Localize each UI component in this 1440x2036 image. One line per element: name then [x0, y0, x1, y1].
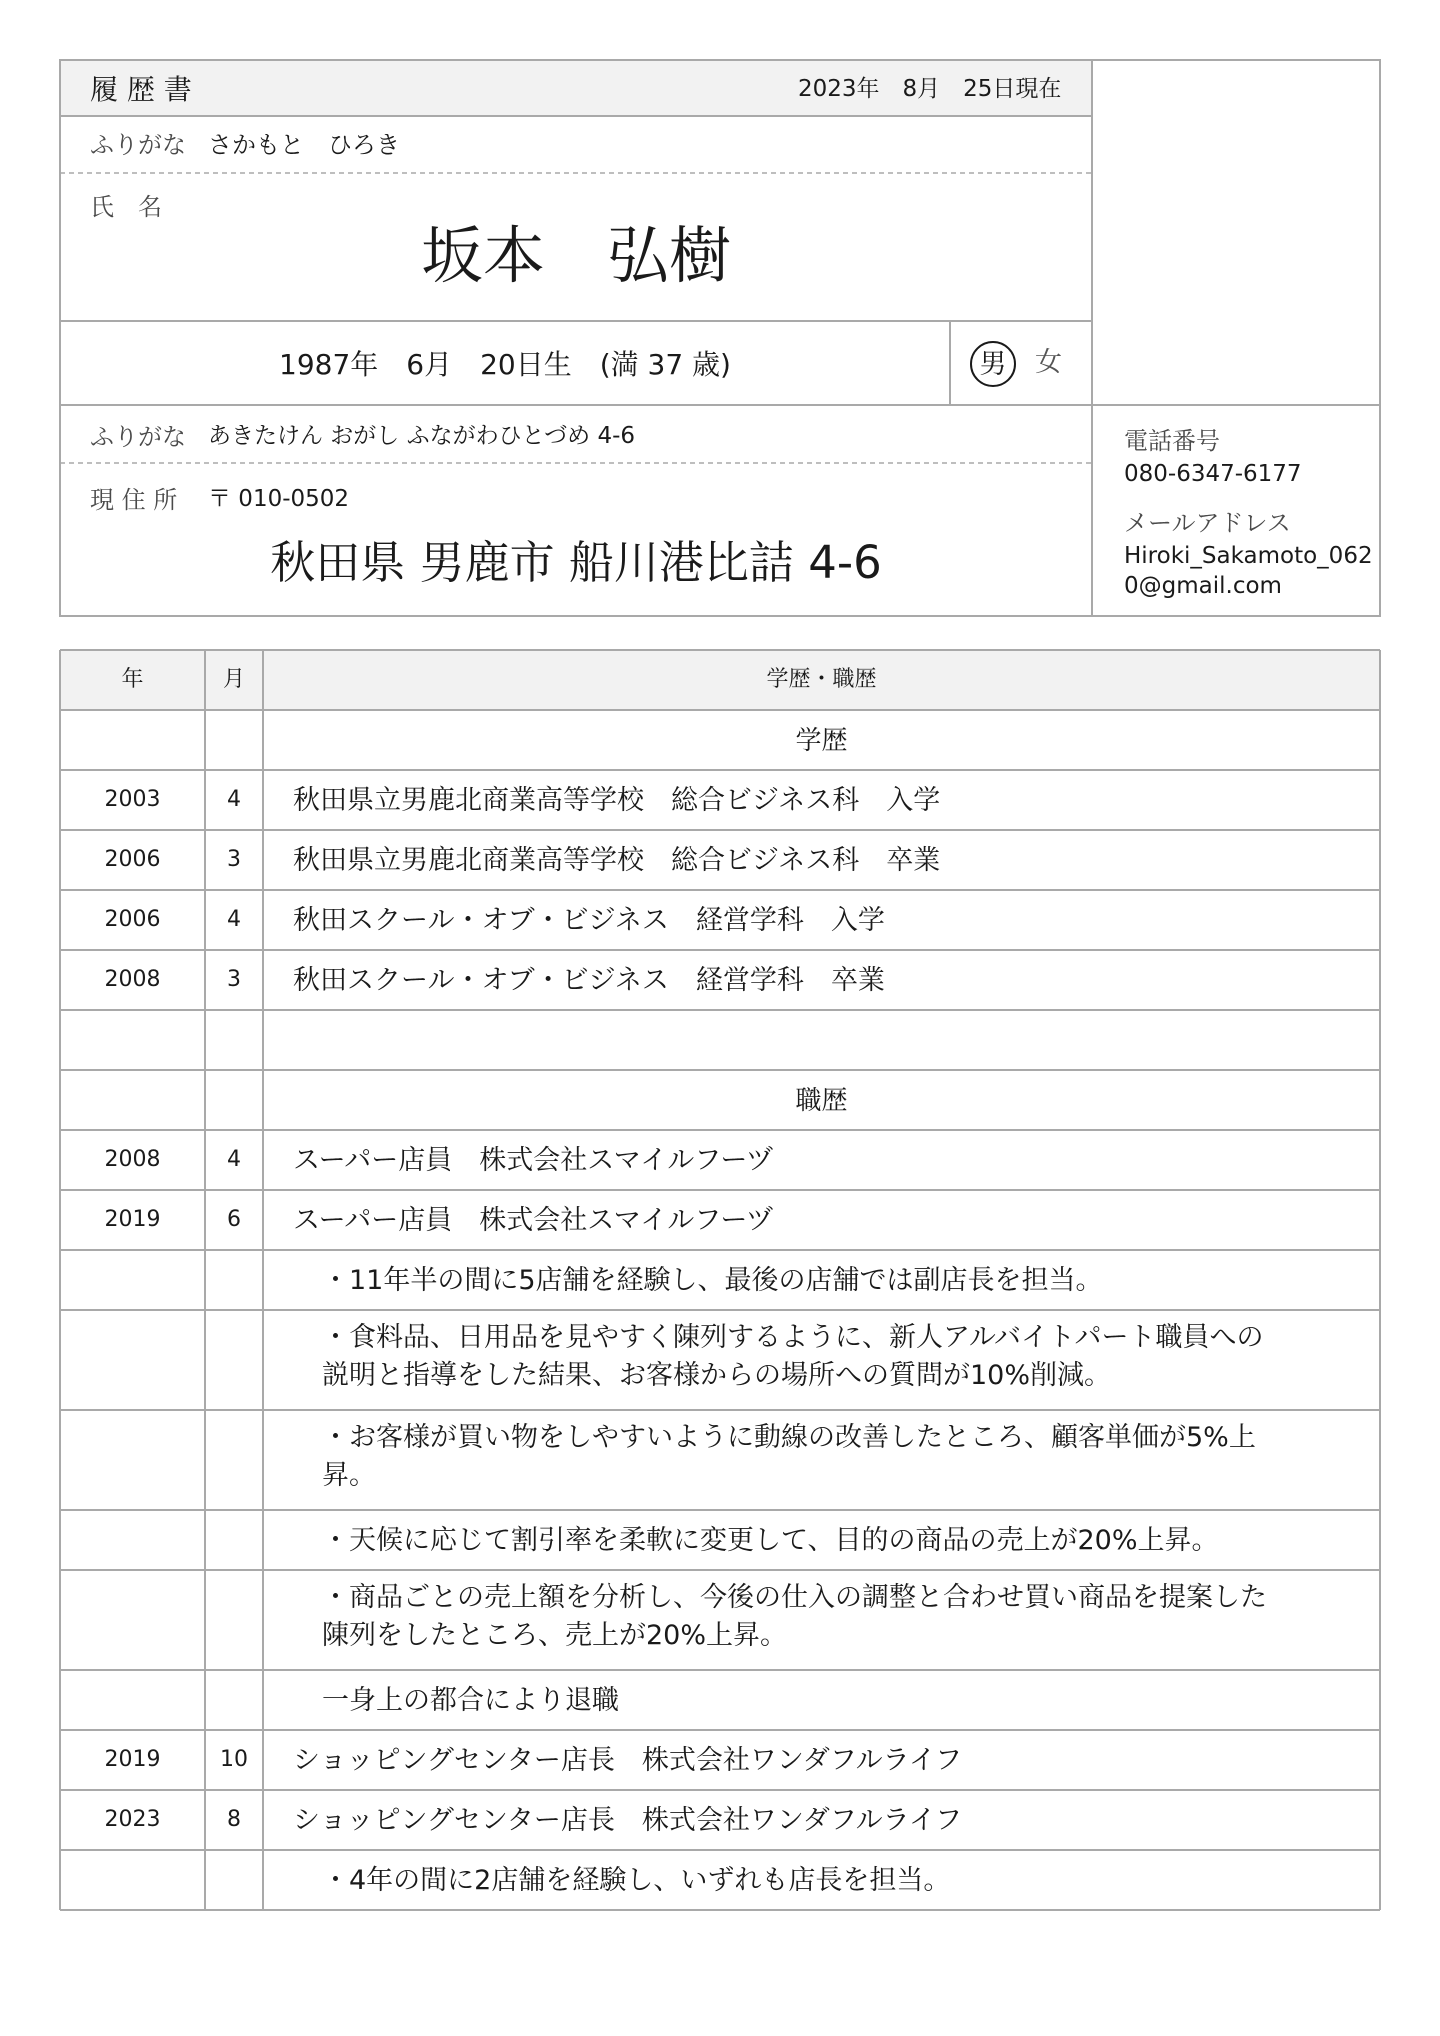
- history-header-month: 月: [222, 667, 245, 692]
- history-text: ・4年の間に2店舗を経験し、いずれも店長を担当。: [322, 1865, 951, 1896]
- history-text: 昇。: [322, 1460, 376, 1491]
- history-section-title: 学歴: [795, 726, 848, 756]
- postal-code: 〒 010-0502: [208, 486, 350, 512]
- history-year: 2008: [104, 967, 161, 992]
- history-year: 2023: [104, 1807, 161, 1832]
- gender-male: 男: [979, 349, 1007, 380]
- address-label: 現 住 所: [90, 486, 178, 514]
- history-year: 2019: [104, 1747, 161, 1772]
- email-line-2: 0@gmail.com: [1124, 573, 1282, 599]
- history-text: スーパー店員 株式会社スマイルフーヅ: [293, 1205, 774, 1236]
- history-year: 2006: [104, 907, 161, 932]
- history-year: 2006: [104, 847, 161, 872]
- history-month: 10: [220, 1747, 248, 1772]
- history-text: スーパー店員 株式会社スマイルフーヅ: [293, 1145, 774, 1176]
- full-name: 坂本 弘樹: [420, 219, 731, 292]
- history-text: 秋田スクール・オブ・ビジネス 経営学科 入学: [293, 905, 885, 936]
- history-month: 6: [227, 1207, 241, 1232]
- history-text: 秋田県立男鹿北商業高等学校 総合ビジネス科 入学: [293, 785, 941, 816]
- history-month: 4: [227, 907, 241, 932]
- history-month: 3: [227, 967, 241, 992]
- name-furigana: さかもと ひろき: [208, 131, 400, 159]
- name-furigana-label: ふりがな: [90, 131, 186, 159]
- document-title: 履 歴 書: [90, 73, 192, 106]
- address: 秋田県 男鹿市 船川港比詰 4-6: [270, 536, 882, 589]
- history-text: ショッピングセンター店長 株式会社ワンダフルライフ: [293, 1745, 963, 1776]
- history-month: 4: [227, 787, 241, 812]
- history-text: ・天候に応じて割引率を柔軟に変更して、目的の商品の売上が20%上昇。: [322, 1525, 1219, 1556]
- history-text: 秋田スクール・オブ・ビジネス 経営学科 卒業: [293, 965, 885, 996]
- history-text: ・食料品、日用品を見やすく陳列するように、新人アルバイトパート職員への: [322, 1322, 1264, 1353]
- birth-date: 1987年 6月 20日生 (満 37 歳): [279, 348, 731, 381]
- history-text: ショッピングセンター店長 株式会社ワンダフルライフ: [293, 1805, 963, 1836]
- address-furigana: あきたけん おがし ふながわひとづめ 4-6: [208, 423, 636, 449]
- history-header-content: 学歴・職歴: [766, 667, 877, 692]
- history-text: 説明と指導をした結果、お客様からの場所への質問が10%削減。: [322, 1360, 1112, 1391]
- history-text: 秋田県立男鹿北商業高等学校 総合ビジネス科 卒業: [293, 845, 941, 876]
- history-text: ・お客様が買い物をしやすいように動線の改善したところ、顧客単価が5%上: [322, 1422, 1256, 1453]
- email-label: メールアドレス: [1124, 509, 1291, 537]
- name-label: 氏 名: [90, 193, 162, 221]
- history-text: ・11年半の間に5店舗を経験し、最後の店舗では副店長を担当。: [322, 1265, 1103, 1296]
- history-section-title: 職歴: [795, 1086, 848, 1116]
- history-text: 一身上の都合により退職: [322, 1685, 619, 1716]
- history-text: ・商品ごとの売上額を分析し、今後の仕入の調整と合わせ買い商品を提案した: [322, 1582, 1267, 1613]
- history-month: 4: [227, 1147, 241, 1172]
- phone-label: 電話番号: [1124, 427, 1220, 455]
- gender-female: 女: [1035, 347, 1062, 378]
- document-date: 2023年 8月 25日現在: [798, 76, 1062, 102]
- address-furigana-label: ふりがな: [90, 423, 186, 451]
- history-month: 3: [227, 847, 241, 872]
- history-year: 2019: [104, 1207, 161, 1232]
- history-header-year: 年: [121, 667, 144, 692]
- history-year: 2008: [104, 1147, 161, 1172]
- history-text: 陳列をしたところ、売上が20%上昇。: [322, 1620, 788, 1651]
- email-line-1: Hiroki_Sakamoto_062: [1124, 543, 1373, 569]
- history-month: 8: [227, 1807, 241, 1832]
- history-year: 2003: [104, 787, 161, 812]
- phone-number: 080-6347-6177: [1124, 461, 1302, 487]
